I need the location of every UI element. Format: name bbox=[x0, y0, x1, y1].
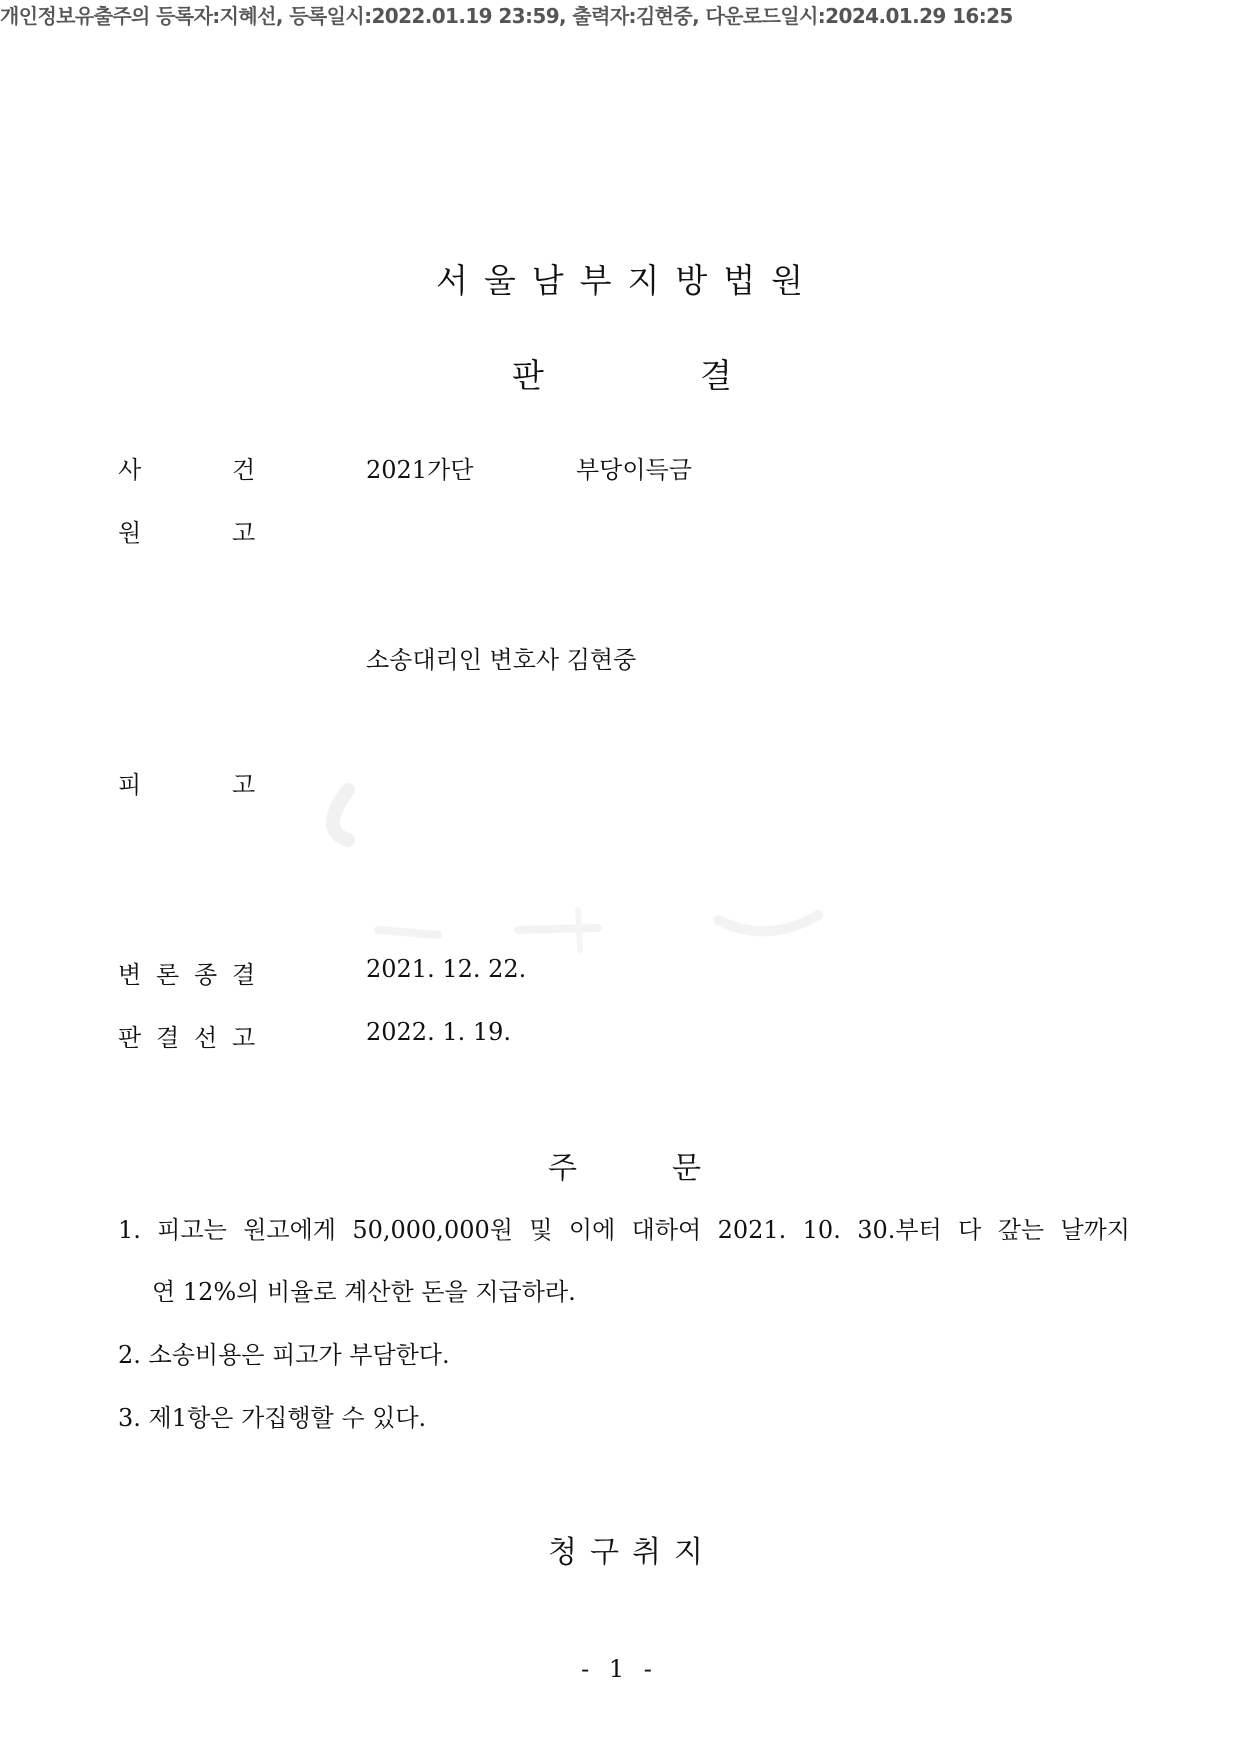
page-number: - 1 - bbox=[581, 1655, 658, 1683]
court-name: 서울남부지방법원 bbox=[435, 261, 820, 300]
order-item-1-line-2: 연 12%의 비율로 계산한 돈을 지급하라. bbox=[152, 1278, 576, 1306]
plaintiff-attorney-row bbox=[0, 640, 1239, 680]
judgment-label-char: 판 bbox=[118, 1024, 142, 1052]
defendant-label-char: 피 bbox=[118, 771, 142, 799]
case-row bbox=[0, 450, 1239, 490]
closing-date: 2021. 12. 22. bbox=[366, 955, 527, 983]
closing-label-char: 변 bbox=[118, 961, 142, 989]
judgment-label-char: 고 bbox=[232, 1024, 256, 1052]
order-item-2: 2. 소송비용은 피고가 부담한다. bbox=[118, 1341, 450, 1369]
claim-title-char: 지 bbox=[674, 1535, 703, 1570]
document-title bbox=[0, 350, 1239, 400]
case-label-char: 건 bbox=[232, 456, 256, 484]
defendant-row bbox=[0, 765, 1239, 805]
judgment-date: 2022. 1. 19. bbox=[366, 1018, 512, 1046]
claim-title-char: 구 bbox=[590, 1535, 619, 1570]
plaintiff-attorney: 소송대리인 변호사 김현중 bbox=[366, 646, 637, 674]
order-title-right: 문 bbox=[672, 1151, 701, 1186]
closing-label-char: 론 bbox=[156, 961, 180, 989]
claim-title bbox=[0, 1527, 1239, 1577]
plaintiff-label-char: 고 bbox=[232, 519, 256, 547]
plaintiff-label-char: 원 bbox=[118, 519, 142, 547]
claim-title-char: 청 bbox=[548, 1535, 577, 1570]
closing-label-char: 결 bbox=[232, 961, 256, 989]
case-label-char: 사 bbox=[118, 456, 142, 484]
closing-row bbox=[0, 955, 1239, 995]
document-title-left: 판 bbox=[512, 356, 544, 395]
case-name: 부당이득금 bbox=[576, 456, 692, 484]
judgment-label-char: 결 bbox=[156, 1024, 180, 1052]
closing-label-char: 종 bbox=[194, 961, 218, 989]
case-number: 2021가단 bbox=[366, 456, 474, 484]
order-title-left: 주 bbox=[548, 1151, 577, 1186]
claim-title-char: 취 bbox=[632, 1535, 661, 1570]
judgment-label-char: 선 bbox=[194, 1024, 218, 1052]
order-item-1-line-1: 1. 피고는 원고에게 50,000,000원 및 이에 대하여 2021. 10. 30.부터 다 갚는 날까지 bbox=[118, 1216, 1130, 1244]
order-item-3: 3. 제1항은 가집행할 수 있다. bbox=[118, 1404, 427, 1432]
plaintiff-row bbox=[0, 513, 1239, 553]
defendant-label-char: 고 bbox=[232, 771, 256, 799]
order-title bbox=[0, 1143, 1239, 1193]
download-stamp: 개인정보유출주의 등록자:지혜선, 등록일시:2022.01.19 23:59, 출력자:김현중, 다운로드일시:2024.01.29 16:25 bbox=[0, 4, 1013, 28]
judgment-row bbox=[0, 1018, 1239, 1058]
document-title-right: 결 bbox=[700, 356, 732, 395]
